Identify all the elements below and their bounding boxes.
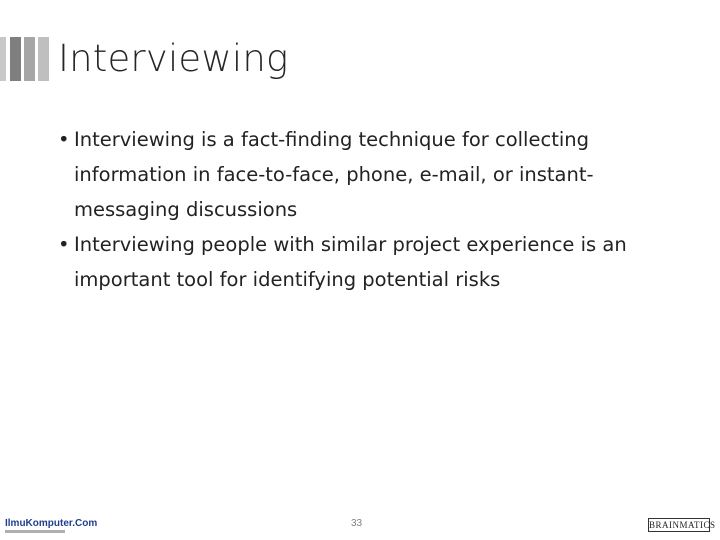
bullet-marker: • — [58, 128, 70, 151]
bullet-item — [58, 122, 668, 227]
accent-bar — [24, 37, 35, 81]
bullet-marker: • — [58, 233, 70, 256]
ilmukomputer-logo — [5, 518, 98, 534]
bullet-list — [58, 122, 668, 297]
brainmatics-logo: BRAINMATICS — [649, 520, 716, 530]
accent-bar — [10, 37, 21, 81]
bullet-text: Interviewing people with similar project experience is an important tool for identifying potential risks — [74, 233, 627, 291]
bullet-item — [58, 227, 668, 297]
ilmukomputer-logo-text: IlmuKomputer.Com — [5, 518, 98, 529]
slide-title: Interviewing — [58, 37, 289, 80]
accent-bar — [38, 37, 49, 81]
title-accent-bars — [0, 37, 52, 81]
logo-tagline-mark — [5, 530, 65, 533]
bullet-text: Interviewing is a fact-finding technique for collecting information in face-to-face, phone, e-mail, or instant-messaging discussions — [74, 128, 594, 221]
accent-bar — [0, 37, 6, 81]
page-number: 33 — [351, 518, 363, 529]
